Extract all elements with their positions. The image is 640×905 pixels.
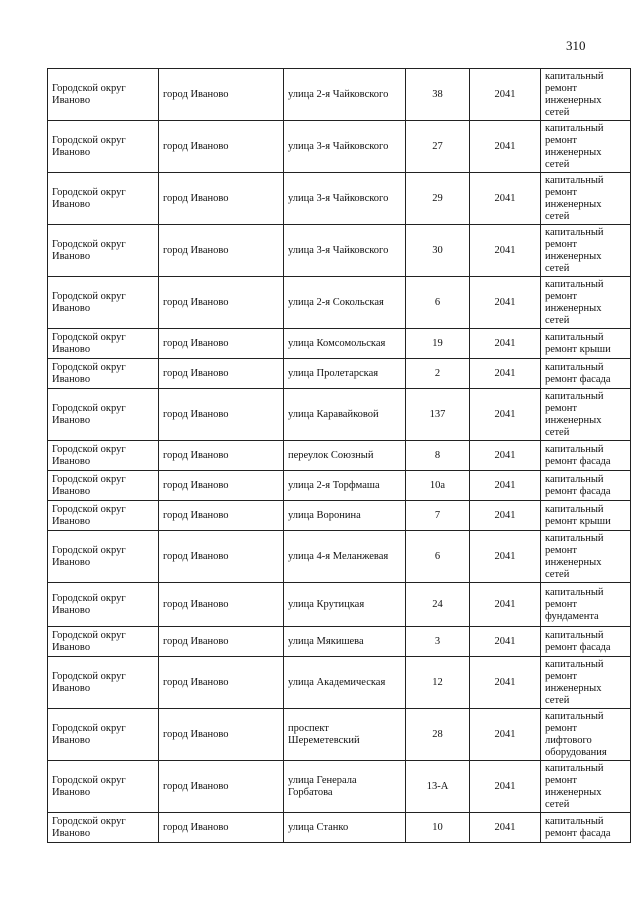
work-type-cell: капитальный ремонт инженерных сетей <box>541 657 631 709</box>
street-cell: улица 2-я Чайковского <box>284 69 406 121</box>
year-cell: 2041 <box>470 173 541 225</box>
street-cell: улица Крутицкая <box>284 583 406 627</box>
house-cell: 19 <box>406 329 470 359</box>
year-cell: 2041 <box>470 441 541 471</box>
district-cell: Городской округ Иваново <box>48 225 159 277</box>
district-cell: Городской округ Иваново <box>48 389 159 441</box>
street-cell: улица 4-я Меланжевая <box>284 531 406 583</box>
city-cell: город Иваново <box>159 225 284 277</box>
house-cell: 8 <box>406 441 470 471</box>
city-cell: город Иваново <box>159 173 284 225</box>
street-cell: улица Академическая <box>284 657 406 709</box>
district-cell: Городской округ Иваново <box>48 121 159 173</box>
street-cell: улица 3-я Чайковского <box>284 121 406 173</box>
house-cell: 12 <box>406 657 470 709</box>
work-type-cell: капитальный ремонт фасада <box>541 813 631 843</box>
city-cell: город Иваново <box>159 501 284 531</box>
table-row <box>48 709 631 761</box>
city-cell: город Иваново <box>159 69 284 121</box>
table-row <box>48 69 631 121</box>
district-cell: Городской округ Иваново <box>48 359 159 389</box>
city-cell: город Иваново <box>159 583 284 627</box>
table-row <box>48 329 631 359</box>
table-row <box>48 501 631 531</box>
district-cell: Городской округ Иваново <box>48 813 159 843</box>
work-type-cell: капитальный ремонт лифтового оборудования <box>541 709 631 761</box>
page-number: 310 <box>566 38 586 53</box>
street-cell: улица 3-я Чайковского <box>284 173 406 225</box>
work-type-cell: капитальный ремонт фасада <box>541 441 631 471</box>
year-cell: 2041 <box>470 277 541 329</box>
table-row <box>48 583 631 627</box>
year-cell: 2041 <box>470 329 541 359</box>
district-cell: Городской округ Иваново <box>48 761 159 813</box>
street-cell: улица Станко <box>284 813 406 843</box>
street-cell: переулок Союзный <box>284 441 406 471</box>
work-type-cell: капитальный ремонт фундамента <box>541 583 631 627</box>
district-cell: Городской округ Иваново <box>48 329 159 359</box>
year-cell: 2041 <box>470 657 541 709</box>
repair-plan-table <box>47 68 631 843</box>
city-cell: город Иваново <box>159 121 284 173</box>
work-type-cell: капитальный ремонт фасада <box>541 359 631 389</box>
year-cell: 2041 <box>470 761 541 813</box>
district-cell: Городской округ Иваново <box>48 627 159 657</box>
street-cell: улица 2-я Торфмаша <box>284 471 406 501</box>
house-cell: 10 <box>406 813 470 843</box>
city-cell: город Иваново <box>159 329 284 359</box>
house-cell: 2 <box>406 359 470 389</box>
house-cell: 6 <box>406 277 470 329</box>
house-cell: 29 <box>406 173 470 225</box>
year-cell: 2041 <box>470 471 541 501</box>
table-row <box>48 121 631 173</box>
table-row <box>48 813 631 843</box>
year-cell: 2041 <box>470 359 541 389</box>
street-cell: улица 2-я Сокольская <box>284 277 406 329</box>
street-cell: улица Мякишева <box>284 627 406 657</box>
table-row <box>48 225 631 277</box>
year-cell: 2041 <box>470 501 541 531</box>
house-cell: 3 <box>406 627 470 657</box>
year-cell: 2041 <box>470 583 541 627</box>
table-row <box>48 531 631 583</box>
city-cell: город Иваново <box>159 813 284 843</box>
district-cell: Городской округ Иваново <box>48 531 159 583</box>
district-cell: Городской округ Иваново <box>48 277 159 329</box>
house-cell: 28 <box>406 709 470 761</box>
work-type-cell: капитальный ремонт фасада <box>541 471 631 501</box>
house-cell: 6 <box>406 531 470 583</box>
house-cell: 30 <box>406 225 470 277</box>
table-row <box>48 389 631 441</box>
district-cell: Городской округ Иваново <box>48 657 159 709</box>
street-cell: улица 3-я Чайковского <box>284 225 406 277</box>
house-cell: 24 <box>406 583 470 627</box>
work-type-cell: капитальный ремонт инженерных сетей <box>541 173 631 225</box>
district-cell: Городской округ Иваново <box>48 501 159 531</box>
street-cell: улица Каравайковой <box>284 389 406 441</box>
house-cell: 27 <box>406 121 470 173</box>
district-cell: Городской округ Иваново <box>48 583 159 627</box>
work-type-cell: капитальный ремонт инженерных сетей <box>541 69 631 121</box>
district-cell: Городской округ Иваново <box>48 69 159 121</box>
house-cell: 10а <box>406 471 470 501</box>
district-cell: Городской округ Иваново <box>48 709 159 761</box>
city-cell: город Иваново <box>159 761 284 813</box>
district-cell: Городской округ Иваново <box>48 471 159 501</box>
city-cell: город Иваново <box>159 471 284 501</box>
table-row <box>48 761 631 813</box>
work-type-cell: капитальный ремонт крыши <box>541 501 631 531</box>
table-row <box>48 657 631 709</box>
year-cell: 2041 <box>470 813 541 843</box>
city-cell: город Иваново <box>159 709 284 761</box>
year-cell: 2041 <box>470 627 541 657</box>
house-cell: 137 <box>406 389 470 441</box>
street-cell: улица Комсомольская <box>284 329 406 359</box>
year-cell: 2041 <box>470 709 541 761</box>
house-cell: 13-А <box>406 761 470 813</box>
work-type-cell: капитальный ремонт инженерных сетей <box>541 531 631 583</box>
city-cell: город Иваново <box>159 441 284 471</box>
table-row <box>48 627 631 657</box>
street-cell: улица Генерала Горбатова <box>284 761 406 813</box>
district-cell: Городской округ Иваново <box>48 441 159 471</box>
city-cell: город Иваново <box>159 657 284 709</box>
year-cell: 2041 <box>470 531 541 583</box>
work-type-cell: капитальный ремонт инженерных сетей <box>541 121 631 173</box>
district-cell: Городской округ Иваново <box>48 173 159 225</box>
house-cell: 7 <box>406 501 470 531</box>
table-row <box>48 441 631 471</box>
city-cell: город Иваново <box>159 531 284 583</box>
year-cell: 2041 <box>470 389 541 441</box>
year-cell: 2041 <box>470 225 541 277</box>
street-cell: улица Воронина <box>284 501 406 531</box>
city-cell: город Иваново <box>159 627 284 657</box>
city-cell: город Иваново <box>159 277 284 329</box>
work-type-cell: капитальный ремонт крыши <box>541 329 631 359</box>
table-row <box>48 359 631 389</box>
table-row <box>48 277 631 329</box>
table-body <box>48 69 631 843</box>
table-row <box>48 173 631 225</box>
work-type-cell: капитальный ремонт фасада <box>541 627 631 657</box>
city-cell: город Иваново <box>159 389 284 441</box>
work-type-cell: капитальный ремонт инженерных сетей <box>541 761 631 813</box>
house-cell: 38 <box>406 69 470 121</box>
year-cell: 2041 <box>470 69 541 121</box>
work-type-cell: капитальный ремонт инженерных сетей <box>541 389 631 441</box>
work-type-cell: капитальный ремонт инженерных сетей <box>541 277 631 329</box>
work-type-cell: капитальный ремонт инженерных сетей <box>541 225 631 277</box>
city-cell: город Иваново <box>159 359 284 389</box>
table-row <box>48 471 631 501</box>
street-cell: улица Пролетарская <box>284 359 406 389</box>
street-cell: проспект Шереметевский <box>284 709 406 761</box>
year-cell: 2041 <box>470 121 541 173</box>
